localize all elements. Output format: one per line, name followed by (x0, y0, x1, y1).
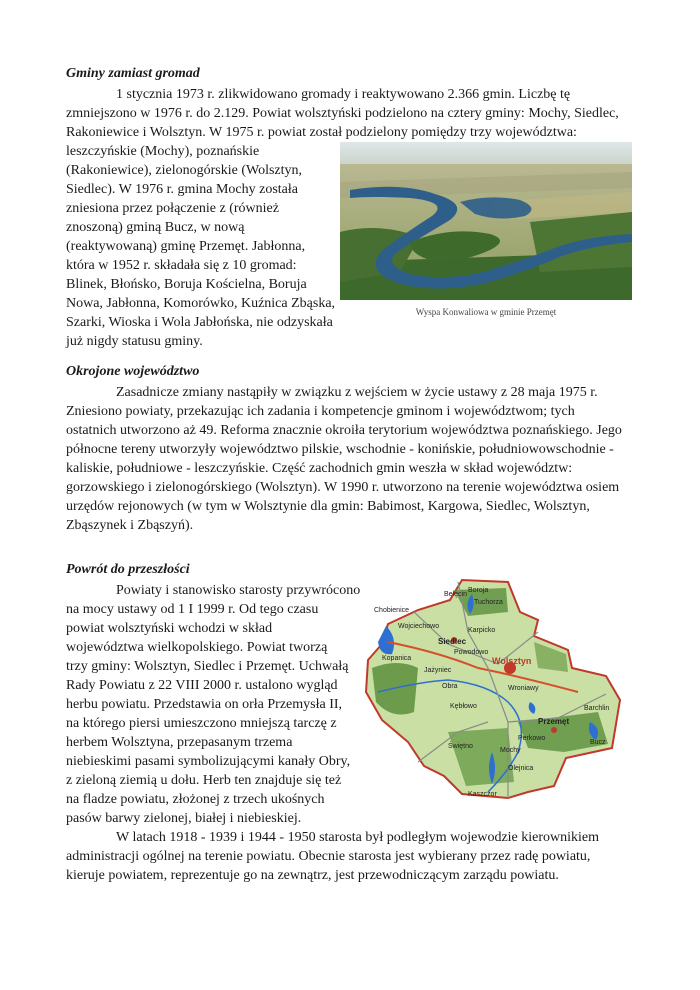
map-label: Belęcin (444, 591, 467, 598)
paragraph-line: (Rakoniewice), zielonogórskie (Wolsztyn, (66, 163, 303, 178)
paragraph-line: już nigdy statusu gminy. (66, 334, 203, 349)
paragraph-line: na którego piersi umieszczono mniejszą tarczę z (66, 716, 337, 731)
paragraph-line: trzy gminy: Wolsztyn, Siedlec i Przemęt. Uchwałą (66, 659, 349, 674)
paragraph-line: leszczyńskie (Mochy), poznańskie (66, 144, 260, 159)
paragraph-line: północne tereny utworzyły województwo pilskie, wschodnie - konińskie, południowowschodnie - (66, 442, 614, 457)
paragraph-line: kieruje powiatem, reprezentuje go na zewnątrz, jest przewodniczącym zarządu powiatu. (66, 868, 559, 883)
paragraph-line: znoszoną) gminą Bucz, w nową (66, 220, 245, 235)
map-label: Świętno (448, 743, 473, 750)
map-label: Kębłowo (450, 703, 477, 710)
map-label: Tuchorza (474, 599, 503, 606)
paragraph-line: na mocy ustawy od 1 I 1999 r. Od tego czasu (66, 602, 319, 617)
map-label: Jażyniec (424, 667, 452, 674)
paragraph-line: zmniejszono w 1976 r. do 2.129. Powiat wolsztyński podzielono na cztery gminy: Mochy, Siedlec, (66, 106, 619, 121)
map-label: Powodowo (454, 649, 489, 656)
map-label: Bucz (590, 739, 606, 746)
map-label: Olejnica (508, 765, 534, 772)
paragraph-line: (reaktywowaną) gminę Przemęt. Jabłonna, (66, 239, 306, 254)
paragraph-line: która w 1952 r. składała się z 10 gromad: (66, 258, 297, 273)
paragraph-line: urzędów rejonowych (w tym w Wolsztynie dla gmin: Babimost, Kargowa, Siedlec, Wolsztyn, (66, 499, 590, 514)
paragraph-line: herbu powiatu. Przedstawia on orła Przemysła II, (66, 697, 343, 712)
map-label: Boroja (468, 587, 489, 594)
paragraph-line: kaliskie, południowe - leszczyńskie. Część zachodnich gmin weszła w skład województw: (66, 461, 573, 476)
map-label: Wojciechowo (398, 623, 440, 630)
paragraph-line: powiat wolsztyński wchodzi w skład (66, 621, 273, 636)
map-label: Barchlin (584, 705, 610, 712)
county-map (358, 572, 630, 812)
paragraph-line: Szarki, Wioska i Wola Jabłońska, nie odzyskała (66, 315, 333, 330)
map-label: Wroniawy (508, 685, 539, 692)
paragraph-line: Zasadnicze zmiany nastąpiły w związku z wejściem w życie ustawy z 28 maja 1975 r. (116, 385, 598, 400)
paragraph-line: zniesiona przez połączenie z (również (66, 201, 279, 216)
map-label: Wolsztyn (492, 656, 532, 666)
paragraph-line: W latach 1918 - 1939 i 1944 - 1950 starosta był podległym wojewodzie kierownikiem (116, 830, 600, 845)
paragraph-line: Zniesiono powiaty, przekazując ich zadania i kompetencje gminom i województwom; tych (66, 404, 575, 419)
paragraph-line: Blinek, Błońsko, Boruja Kościelna, Boruja (66, 277, 307, 292)
section-heading-wojewodztwo: Okrojone województwo (66, 364, 200, 379)
paragraph-line: z zieloną ziemią u dołu. Herb ten znajduje się też (66, 773, 342, 788)
paragraph-line: ostatnich utworzono aż 49. Reforma znacznie okroiła terytorium województwa poznańskiego. Jego (66, 423, 622, 438)
paragraph-line: Nowa, Jabłonna, Komorówko, Kuźnica Zbąska, (66, 296, 336, 311)
paragraph-line: Siedlec). W 1976 r. gmina Mochy została (66, 182, 298, 197)
paragraph-line: Rady Powiatu z 22 VIII 2000 r. ustalono wygląd (66, 678, 338, 693)
paragraph-line: pasów barwy zielonej, białej i niebieskiej. (66, 811, 302, 826)
paragraph-line: Zbąszynek i Zbąszyń). (66, 518, 194, 533)
paragraph-line: gorzowskiego i zielonogórskiego (Wolsztyn). W 1990 r. utworzono na terenie województwa osiem (66, 480, 620, 495)
photo-caption: Wyspa Konwaliowa w gminie Przemęt (415, 307, 557, 317)
paragraph-line: herbem Wolsztyna, przepasanym trzema (66, 735, 293, 750)
town-marker (551, 727, 557, 733)
paragraph-line: Rakoniewice i Wolsztyn. W 1975 r. powiat został podzielony pomiędzy trzy województwa: (66, 125, 577, 140)
paragraph-line: województwa wielkopolskiego. Powiat tworzą (66, 640, 328, 655)
paragraph-line: Powiaty i stanowisko starosty przywrócono (116, 583, 361, 598)
paragraph-line: administracji ogólnej na terenie powiatu. Obecnie starosta jest wybierany przez radę powiatu, (66, 849, 591, 864)
map-label: Siedlec (438, 637, 467, 646)
section-heading-powrot: Powrót do przeszłości (66, 562, 190, 577)
map-label: Przemęt (538, 717, 570, 726)
lake-aerial-photo (340, 142, 632, 300)
section-heading-gminy: Gminy zamiast gromad (66, 66, 200, 81)
map-label: Chobienice (374, 607, 410, 614)
map-label: Karpicko (468, 627, 496, 634)
map-label: Obra (442, 683, 458, 690)
map-label: Perkowo (518, 735, 546, 742)
map-label: Kopanica (382, 655, 412, 662)
map-label: Kaszczor (468, 791, 497, 798)
map-label: Mochy (500, 747, 521, 754)
paragraph-line: 1 stycznia 1973 r. zlikwidowano gromady i reaktywowano 2.366 gmin. Liczbę tę (116, 87, 571, 102)
paragraph-line: na fladze powiatu, złożonej z trzech ukośnych (66, 792, 325, 807)
paragraph-line: niebieskimi pasami symbolizującymi kanały Obry, (66, 754, 351, 769)
